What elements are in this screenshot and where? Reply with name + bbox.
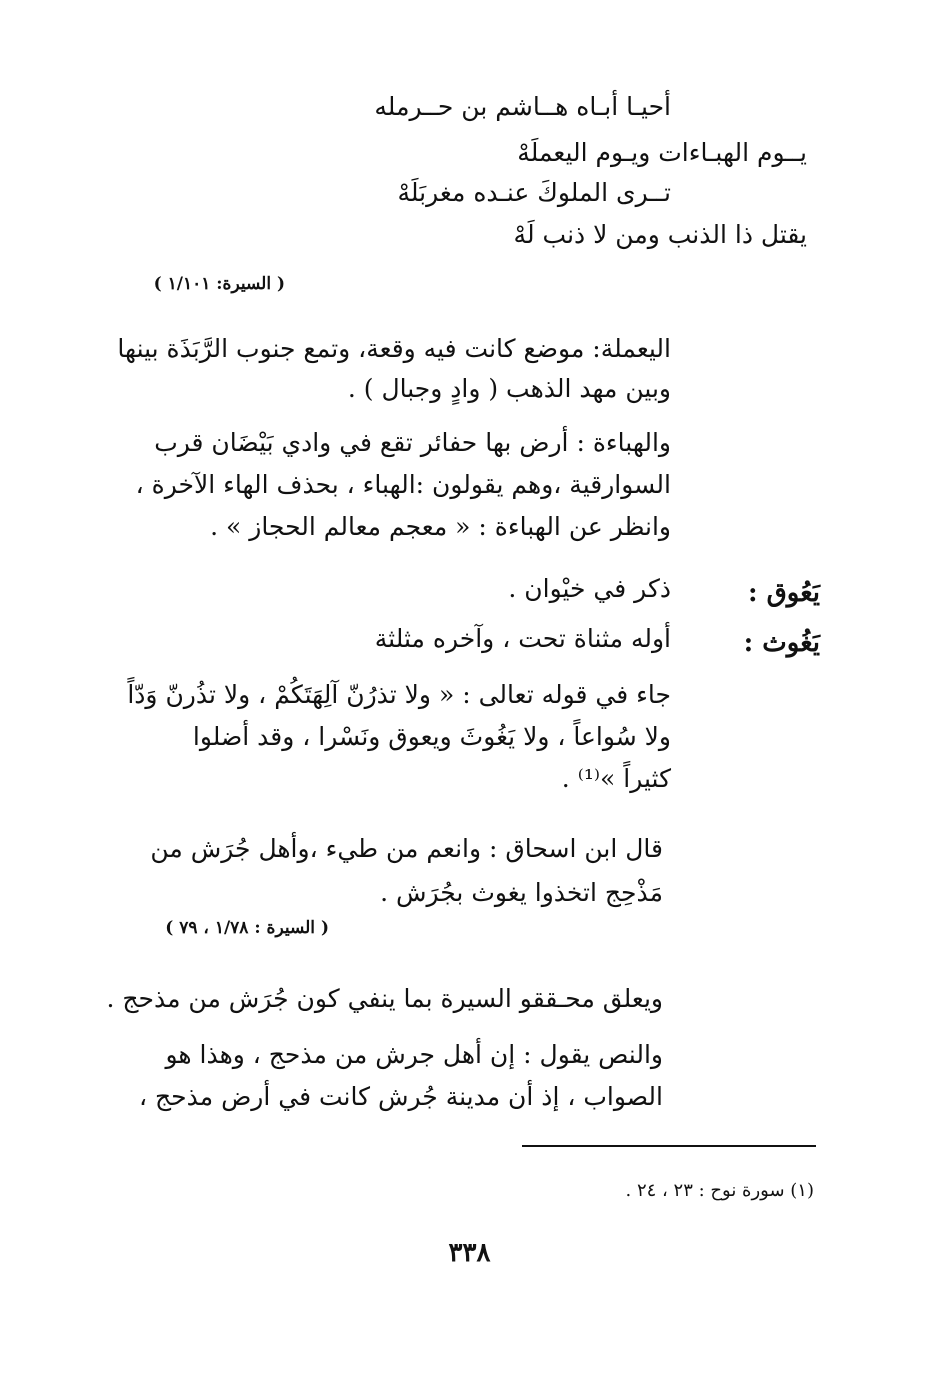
habaa-line-2: السوارقية ،وهم يقولون :الهباء ، بحذف الهاء الآخرة ، (135, 470, 671, 499)
poem-line-2: يــوم الهبـاءات ويـوم اليعملَهْ (517, 138, 807, 167)
entry-heading-yauq: يَعُوق : (747, 578, 820, 608)
habaa-line-3: وانظر عن الهباءة : « معجم معالم الحجاز » . (210, 512, 671, 541)
quran-line-1: جاء في قوله تعالى : « ولا تذرُنّ آلِهَتَكُمْ ، ولا تذُرنّ وَدّاً (127, 680, 671, 709)
entry-heading-yaghuth: يَغُوث : (743, 628, 820, 658)
commentary-line-3: الصواب ، إذ أن مدينة جُرش كانت في أرض مذحج ، (139, 1082, 663, 1111)
quran-line-2: ولا سُواعاً ، ولا يَغُوثَ ويعوق ونَسْرا ، وقد أضلوا (192, 722, 671, 751)
commentary-line-2: والنص يقول : إن أهل جرش من مذحج ، وهذا هو (165, 1040, 663, 1069)
ibn-ishaq-line-2: مَذْحِج اتخذوا يغوث بجُرَش . (380, 878, 663, 907)
yamala-line-1: اليعملة: موضع كانت فيه وقعة، وتمع جنوب الرَّبَذَة بينها (117, 334, 671, 363)
quran-line-3: كثيراً »⁽¹⁾ . (561, 764, 671, 793)
poem-citation: ( السيرة: ١/١٠١ ) (153, 274, 285, 294)
poem-line-4: يقتل ذا الذنب ومن لا ذنب لَهْ (513, 220, 807, 249)
poem-line-3: تــرى الملوكَ عنـده مغربَلَهْ (397, 178, 671, 207)
footnote-separator (522, 1145, 816, 1147)
habaa-line-1: والهباءة : أرض بها حفائر تقع في وادي بَيْضَان قرب (154, 428, 671, 457)
entry-text-yauq: ذكر في خيْوان . (508, 574, 671, 603)
ibn-ishaq-line-1: قال ابن اسحاق : وانعم من طيء ،وأهل جُرَش من (150, 834, 663, 863)
ibn-ishaq-citation: ( السيرة : ١/٧٨ ، ٧٩ ) (165, 918, 329, 938)
page-number: ٣٣٨ (448, 1238, 491, 1268)
commentary-line-1: ويعلق محـققو السيرة بما ينفي كون جُرَش من مذحج . (106, 984, 663, 1013)
entry-text-yaghuth: أوله مثناة تحت ، وآخره مثلثة (374, 624, 671, 653)
poem-line-1: أحيـا أبـاه هــاشم بن حــرمله (374, 92, 671, 121)
yamala-line-2: وبين مهد الذهب ( وادٍ وجبال ) . (347, 374, 671, 403)
footnote: (١) سورة نوح : ٢٣ ، ٢٤ . (625, 1180, 814, 1201)
